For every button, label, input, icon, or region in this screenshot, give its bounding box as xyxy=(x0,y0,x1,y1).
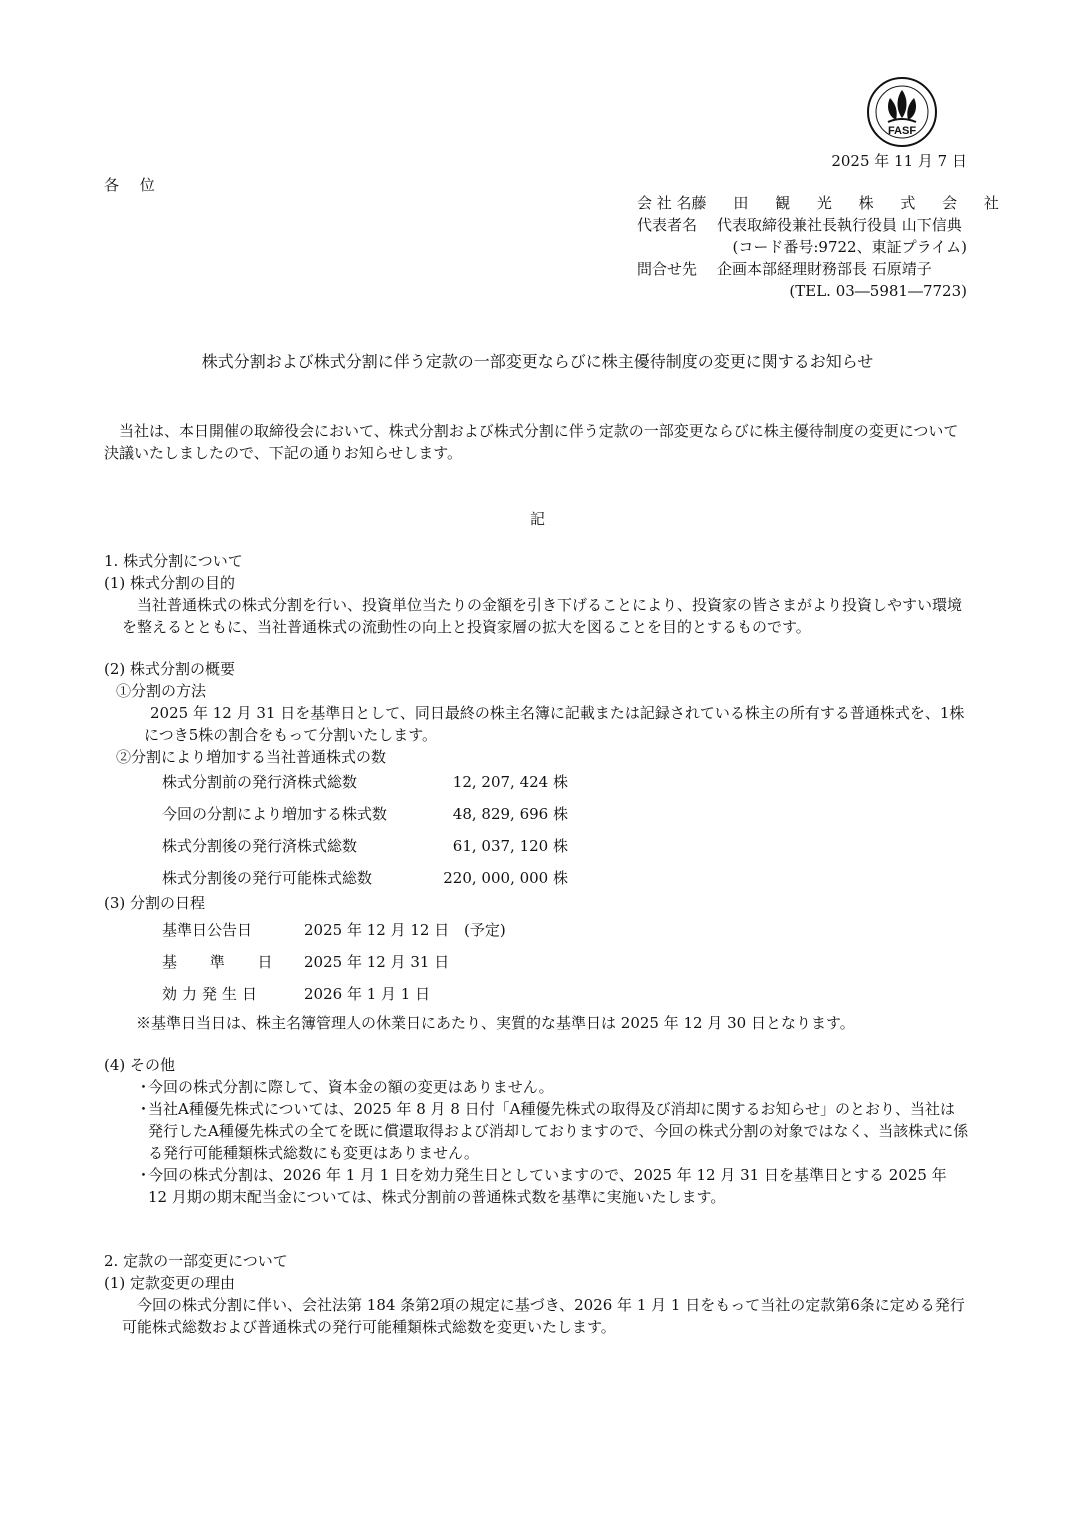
shares-row xyxy=(162,862,568,894)
schedule-date: 2026 年 1 月 1 日 xyxy=(304,984,431,1003)
shares-row xyxy=(162,798,568,830)
contact-value: 企画本部経理財務部長 石原靖子 xyxy=(717,260,932,278)
shares-value: 48, 829, 696 株 xyxy=(452,804,568,823)
list-item xyxy=(136,1098,970,1164)
shares-table xyxy=(162,766,568,894)
shares-label: 株式分割前の発行済株式総数 xyxy=(162,772,358,791)
representative-value: 代表取締役兼社長執行役員 山下信典 xyxy=(717,216,962,234)
schedule-label: 基準日公告日 xyxy=(162,920,253,939)
section-2-1-text: 今回の株式分割に伴い、会社法第 184 条第2項の規定に基づき、2026 年 1 月 1 日をもって当社の定款第6条に定める発行可能株式総数および普通株式の発行可能種類株式総数を変更いたします。 xyxy=(122,1296,965,1336)
bullet-icon: ・ xyxy=(136,1078,152,1096)
section-1-4-heading: (4) その他 xyxy=(104,1056,176,1074)
telephone: (TEL. 03―5981―7723) xyxy=(789,282,967,300)
issue-date: 2025 年 11 月 7 日 xyxy=(831,152,967,170)
list-item-text: 当社A種優先株式については、2025 年 8 月 8 日付「A種優先株式の取得及び消却に関するお知らせ」のとおり、当社は発行したA種優先株式の全てを既に償還取得および消却しておりますので、今回の株式分割の対象ではなく、当該株式に係る発行可能種類株式総数にも変更はありません。 xyxy=(148,1100,969,1162)
schedule-label: 基 準 日 xyxy=(162,952,287,971)
schedule-table xyxy=(162,914,506,1010)
list-item-text: 今回の株式分割は、2026 年 1 月 1 日を効力発生日としていますので、2025 年 12 月 31 日を基準日とする 2025 年 12 月期の期末配当金については、株式分割前の普通株式数を基準に実施いたします。 xyxy=(148,1166,947,1206)
fasf-seal-icon xyxy=(866,76,938,148)
section-1-1-heading: (1) 株式分割の目的 xyxy=(104,574,236,592)
shares-value: 61, 037, 120 株 xyxy=(452,836,568,855)
contact-label: 問合せ先 xyxy=(637,260,698,278)
contact-row xyxy=(637,258,967,280)
shares-value: 220, 000, 000 株 xyxy=(443,868,568,887)
shares-label: 今回の分割により増加する株式数 xyxy=(162,804,388,823)
schedule-date: 2025 年 12 月 12 日 xyxy=(304,920,450,939)
method-text: 2025 年 12 月 31 日を基準日として、同日最終の株主名簿に記載または記録されている株主の所有する普通株式を、1株につき5株の割合をもって分割いたします。 xyxy=(144,704,965,744)
ki-marker: 記 xyxy=(529,510,545,528)
intro-paragraph: 当社は、本日開催の取締役会において、株式分割および株式分割に伴う定款の一部変更ならびに株主優待制度の変更について決議いたしましたので、下記の通りお知らせします。 xyxy=(104,422,959,462)
company-info xyxy=(637,192,1010,302)
section-1 xyxy=(104,550,970,638)
stock-code: (コード番号:9722、東証プライム) xyxy=(732,238,967,256)
bullet-icon: ・ xyxy=(136,1100,152,1118)
company-name-row xyxy=(637,192,1010,214)
section-2 xyxy=(104,1250,970,1338)
company-name-value: 藤 田 観 光 株 式 会 社 xyxy=(691,194,1010,212)
list-item xyxy=(136,1164,970,1208)
section-1-3-heading: (3) 分割の日程 xyxy=(104,894,206,912)
shares-label: 株式分割後の発行可能株式総数 xyxy=(162,868,373,887)
section-1-2-heading: (2) 株式分割の概要 xyxy=(104,660,236,678)
section-1-heading: 1. 株式分割について xyxy=(104,552,243,570)
method-heading: ①分割の方法 xyxy=(116,682,207,700)
schedule-row xyxy=(162,914,506,946)
section-2-heading: 2. 定款の一部変更について xyxy=(104,1252,288,1270)
section-1-2 xyxy=(104,658,970,768)
representative-row xyxy=(637,214,967,236)
list-item-text: 今回の株式分割に際して、資本金の額の変更はありません。 xyxy=(148,1078,554,1096)
section-2-1-heading: (1) 定款変更の理由 xyxy=(104,1274,236,1292)
schedule-note: (予定) xyxy=(464,920,506,939)
list-item xyxy=(136,1076,970,1098)
shares-row xyxy=(162,830,568,862)
section-1-1-text: 当社普通株式の株式分割を行い、投資単位当たりの金額を引き下げることにより、投資家の皆さまがより投資しやすい環境を整えるとともに、当社普通株式の流動性の向上と投資家層の拡大を図ることを目的とするものです。 xyxy=(122,596,963,636)
bullet-icon: ・ xyxy=(136,1166,152,1184)
schedule-row xyxy=(162,946,506,978)
schedule-label: 効力発生日 xyxy=(162,984,263,1003)
company-name-label: 会 社 名 xyxy=(637,194,692,212)
schedule-row xyxy=(162,978,506,1010)
shares-label: 株式分割後の発行済株式総数 xyxy=(162,836,358,855)
representative-label: 代表者名 xyxy=(637,216,698,234)
others-list xyxy=(136,1076,970,1208)
increase-heading: ②分割により増加する当社普通株式の数 xyxy=(116,748,387,766)
shares-value: 12, 207, 424 株 xyxy=(452,772,568,791)
schedule-note-text: ※基準日当日は、株主名簿管理人の休業日にあたり、実質的な基準日は 2025 年 12 月 30 日となります。 xyxy=(136,1014,855,1032)
addressee: 各 位 xyxy=(104,176,163,194)
shares-row xyxy=(162,766,568,798)
schedule-date: 2025 年 12 月 31 日 xyxy=(304,952,450,971)
document-title: 株式分割および株式分割に伴う定款の一部変更ならびに株主優待制度の変更に関するお知らせ xyxy=(201,352,874,371)
logo-text: FASF xyxy=(887,125,917,137)
